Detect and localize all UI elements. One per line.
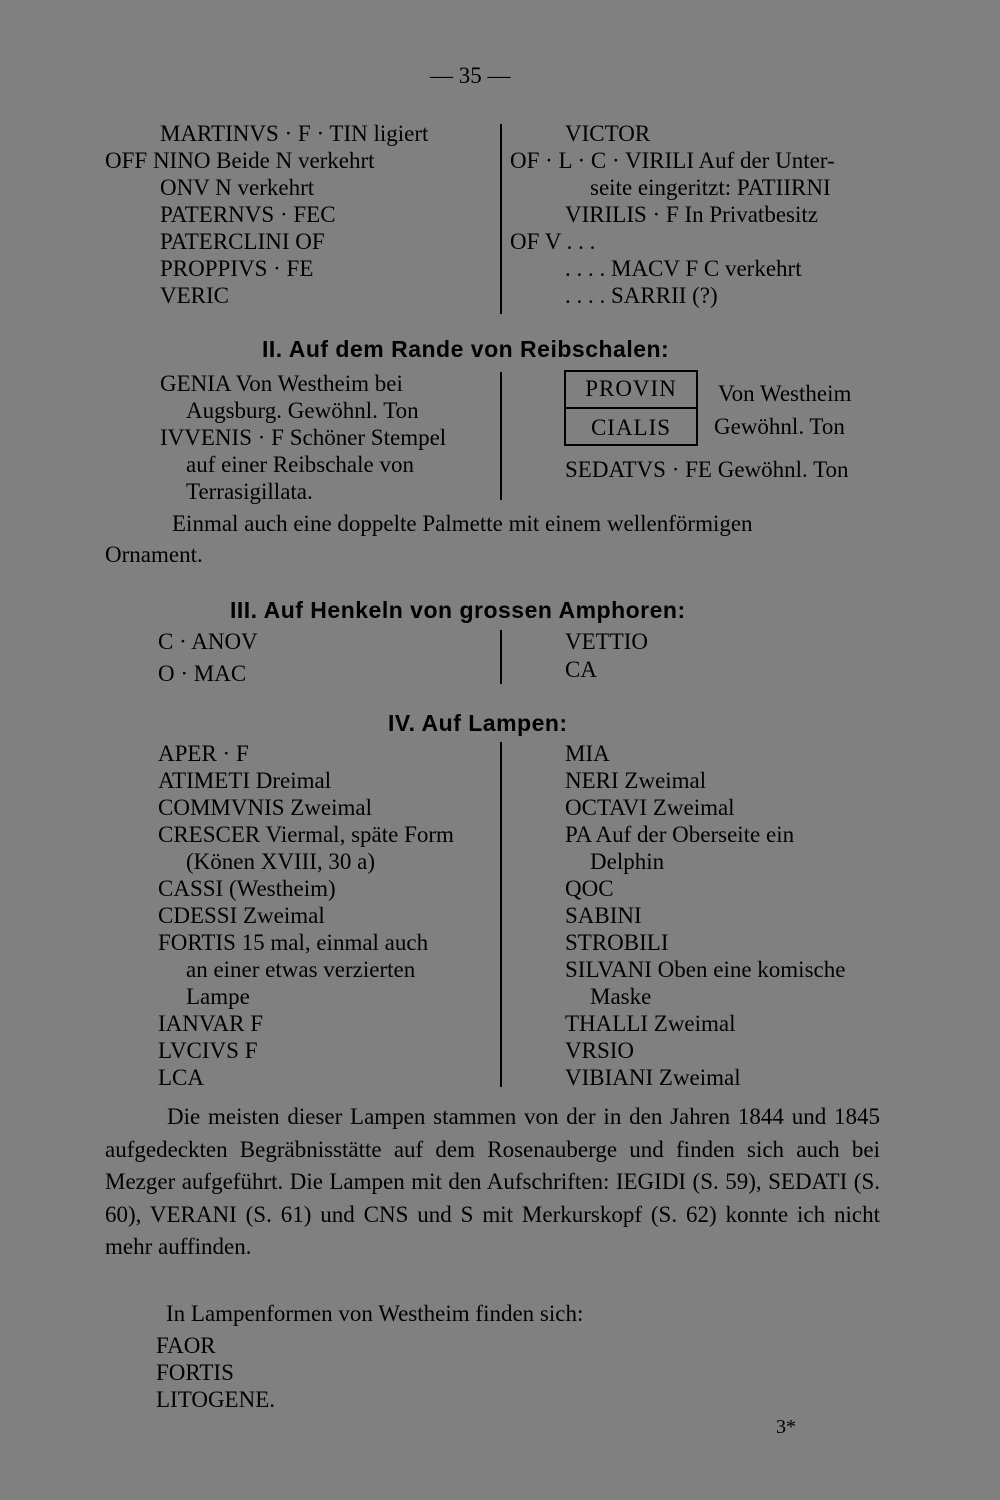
s4-right-0: MIA: [565, 741, 610, 766]
s4-left-9: Lampe: [186, 984, 250, 1009]
s1-left-3: PATERNVS · FEC: [160, 202, 336, 227]
s1-left-0: MARTINVS · F · TIN ligiert: [160, 121, 429, 146]
stamp-note-2: Gewöhnl. Ton: [714, 414, 845, 439]
page-number: — 35 —: [430, 63, 511, 88]
s3-right-1: CA: [565, 657, 597, 682]
s1-right-2: seite eingeritzt: PATIIRNI: [590, 175, 831, 200]
s4-column-divider: [500, 742, 502, 1087]
s4-right-12: VIBIANI Zweimal: [565, 1065, 741, 1090]
s1-right-0: VICTOR: [565, 121, 651, 146]
s3-column-divider: [500, 630, 502, 684]
closing-paragraph-text: Die meisten dieser Lampen stammen von der in den Jahren 1844 und 1845 aufgedeckten Begräbnisstätte auf dem Rosenauberge und finden sich auch bei Mezger aufgeführt. Die Lampen mit den Aufschriften: IEGIDI (S. 59), SEDATI (S. 60), VERANI (S. 61) und CNS und S mit Merkurskopf (S. 62) konnte ich nicht mehr auffinden.: [105, 1104, 880, 1259]
s4-right-4: Delphin: [590, 849, 665, 874]
s4-right-10: THALLI Zweimal: [565, 1011, 736, 1036]
footer-signature-mark: 3*: [776, 1416, 796, 1438]
s1-left-4: PATERCLINI OF: [160, 229, 325, 254]
s2-left-4: Terrasigillata.: [186, 479, 313, 504]
s4-left-11: LVCIVS F: [158, 1038, 258, 1063]
s3-left-1: O · MAC: [158, 661, 247, 686]
s1-right-1: OF · L · C · VIRILI Auf der Unter-: [510, 148, 835, 173]
stamp-bottom: CIALIS: [590, 415, 672, 440]
s4-right-11: VRSIO: [565, 1038, 635, 1063]
s4-left-1: ATIMETI Dreimal: [158, 768, 332, 793]
s1-left-1: OFF NINO Beide N verkehrt: [105, 148, 375, 173]
westheim-item-2: LITOGENE.: [156, 1387, 276, 1412]
s4-right-7: STROBILI: [565, 930, 669, 955]
s4-right-6: SABINI: [565, 903, 642, 928]
s1-column-divider: [500, 124, 502, 314]
s2-column-divider: [500, 372, 502, 500]
s1-right-4: OF V . . .: [510, 229, 596, 254]
stamp-top: PROVIN: [585, 376, 677, 401]
s4-left-0: APER · F: [158, 741, 249, 766]
s4-right-2: OCTAVI Zweimal: [565, 795, 735, 820]
s4-left-3: CRESCER Viermal, späte Form: [158, 822, 454, 847]
s2-right-last: SEDATVS · FE Gewöhnl. Ton: [565, 457, 849, 482]
s4-left-12: LCA: [158, 1065, 204, 1090]
s4-right-8: SILVANI Oben eine komische: [565, 957, 846, 982]
s1-left-2: ONV N verkehrt: [160, 175, 315, 200]
closing-paragraph: [105, 1101, 880, 1264]
westheim-intro: In Lampenformen von Westheim finden sich:: [166, 1301, 584, 1326]
s4-left-6: CDESSI Zweimal: [158, 903, 325, 928]
s4-left-10: IANVAR F: [158, 1011, 264, 1036]
s4-left-5: CASSI (Westheim): [158, 876, 336, 901]
s2-para-line2: Ornament.: [105, 542, 203, 567]
s1-right-6: . . . . SARRII (?): [565, 283, 718, 308]
s2-left-3: auf einer Reibschale von: [186, 452, 414, 477]
s3-left-0: C · ANOV: [158, 629, 258, 654]
s1-right-5: . . . . MACV F C verkehrt: [565, 256, 802, 281]
s2-left-2: IVVENIS · F Schöner Stempel: [160, 425, 447, 450]
stamp-divider: [566, 407, 696, 409]
s2-left-0: GENIA Von Westheim bei: [160, 371, 403, 396]
stamp-box: [564, 370, 698, 446]
westheim-item-1: FORTIS: [156, 1360, 234, 1385]
s2-heading: II. Auf dem Rande von Reibschalen:: [262, 336, 670, 362]
westheim-item-0: FAOR: [156, 1333, 216, 1358]
s4-heading: IV. Auf Lampen:: [388, 710, 568, 736]
s1-left-5: PROPPIVS · FE: [160, 256, 314, 281]
s1-left-6: VERIC: [160, 283, 229, 308]
s4-right-1: NERI Zweimal: [565, 768, 707, 793]
s4-left-4: (Könen XVIII, 30 a): [186, 849, 376, 874]
s4-right-5: QOC: [565, 876, 614, 901]
s4-left-7: FORTIS 15 mal, einmal auch: [158, 930, 429, 955]
s1-right-3: VIRILIS · F In Privatbesitz: [565, 202, 818, 227]
s4-left-2: COMMVNIS Zweimal: [158, 795, 373, 820]
s4-left-8: an einer etwas verzierten: [186, 957, 416, 982]
s3-heading: III. Auf Henkeln von grossen Amphoren:: [230, 597, 686, 623]
s2-left-1: Augsburg. Gewöhnl. Ton: [186, 398, 419, 423]
s2-para-line1: Einmal auch eine doppelte Palmette mit einem wellenförmigen: [172, 511, 753, 536]
stamp-note-1: Von Westheim: [718, 381, 852, 406]
s4-right-9: Maske: [590, 984, 652, 1009]
s4-right-3: PA Auf der Oberseite ein: [565, 822, 795, 847]
s3-right-0: VETTIO: [565, 629, 649, 654]
